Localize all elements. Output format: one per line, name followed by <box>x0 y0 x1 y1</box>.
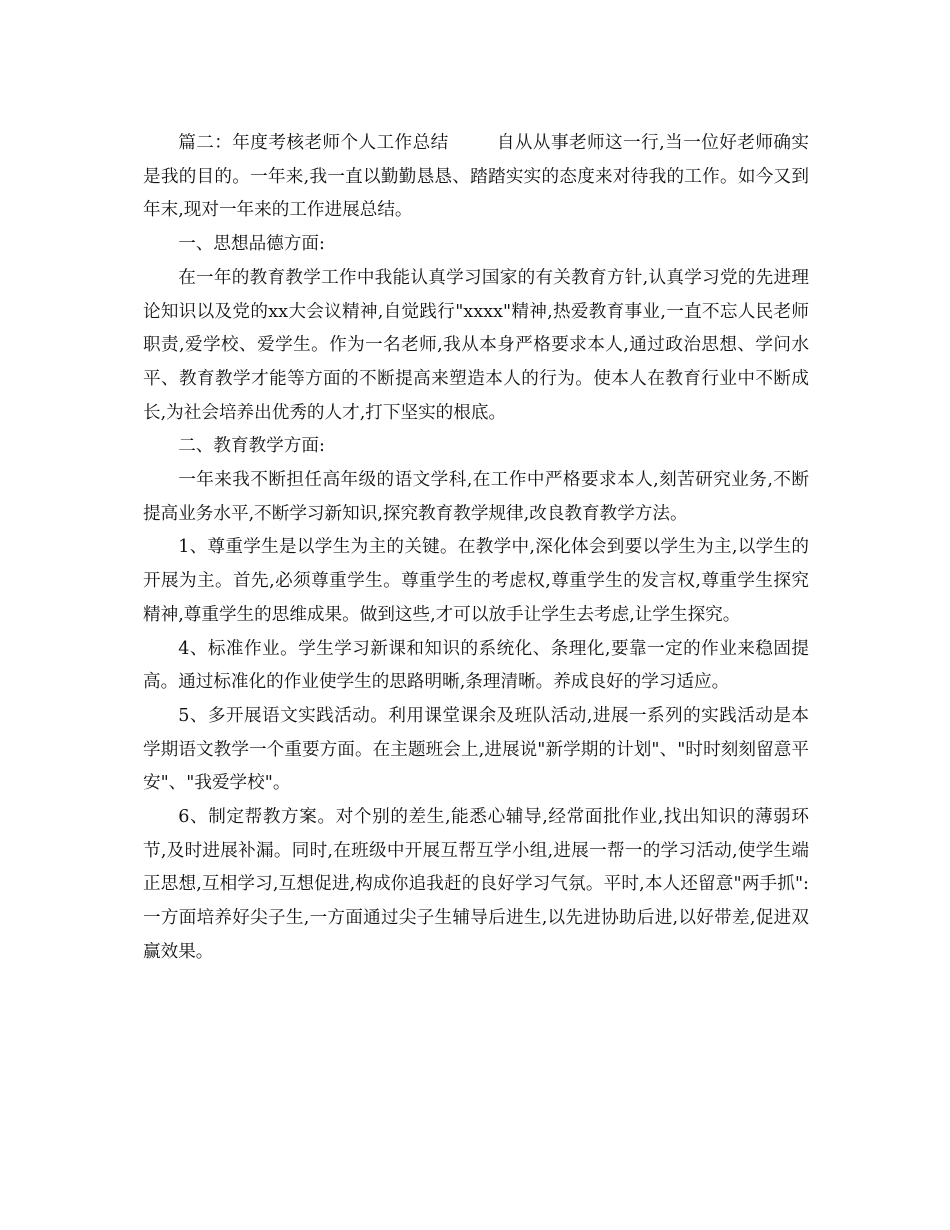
paragraph-item-5: 5、多开展语文实践活动。利用课堂课余及班队活动,进展一系列的实践活动是本学期语文教学一个重要方面。在主题班会上,进展说"新学期的计划"、"时时刻刻留意平安"、"我爱学校"。 <box>143 705 809 794</box>
paragraph-teaching: 一年来我不断担任高年级的语文学科,在工作中严格要求本人,刻苦研究业务,不断提高业务水平,不断学习新知识,探究教育教学规律,改良教育教学方法。 <box>143 470 809 524</box>
document-title: 篇二：年度考核老师个人工作总结 <box>178 133 449 153</box>
document-page <box>143 127 809 970</box>
intro-paragraph <box>143 127 809 228</box>
intro-text: 自从从事老师这一行,当一位好老师确实是我的目的。一年来,我一直以勤勤恳恳、踏踏实实的态度来对待我的工作。如今又到年末,现对一年来的工作进展总结。 <box>143 133 809 221</box>
section-heading-moral: 一、思想品德方面: <box>178 234 325 255</box>
paragraph-item-1: 1、尊重学生是以学生为主的关键。在教学中,深化体会到要以学生为主,以学生的开展为主。首先,必须尊重学生。尊重学生的考虑权,尊重学生的发言权,尊重学生探究精神,尊重学生的思维成果。做到这些,才可以放手让学生去考虑,让学生探究。 <box>143 537 809 625</box>
paragraph-moral: 在一年的教育教学工作中我能认真学习国家的有关教育方针,认真学习党的先进理论知识以及党的xx大会议精神,自觉践行"xxxx"精神,热爱教育事业,一直不忘人民老师职责,爱学校、爱学生。作为一名老师,我从本身严格要求本人,通过政治思想、学问水平、教育教学才能等方面的不断提高来塑造本人的行为。使本人在教育行业中不断成长,为社会培养出优秀的人才,打下坚实的根底。 <box>143 267 809 423</box>
section-heading-teaching: 二、教育教学方面: <box>178 436 325 457</box>
paragraph-item-4: 4、标准作业。学生学习新课和知识的系统化、条理化,要靠一定的作业来稳固提高。通过标准化的作业使学生的思路明晰,条理清晰。养成良好的学习适应。 <box>143 638 809 693</box>
paragraph-item-6: 6、制定帮教方案。对个别的差生,能悉心辅导,经常面批作业,找出知识的薄弱环节,及时进展补漏。同时,在班级中开展互帮互学小组,进展一帮一的学习活动,使学生端正思想,互相学习,互想促进,构成你追我赶的良好学习气氛。平时,本人还留意"两手抓":一方面培养好尖子生,一方面通过尖子生辅导后进生,以先进协助后进,以好带差,促进双赢效果。 <box>143 807 809 962</box>
